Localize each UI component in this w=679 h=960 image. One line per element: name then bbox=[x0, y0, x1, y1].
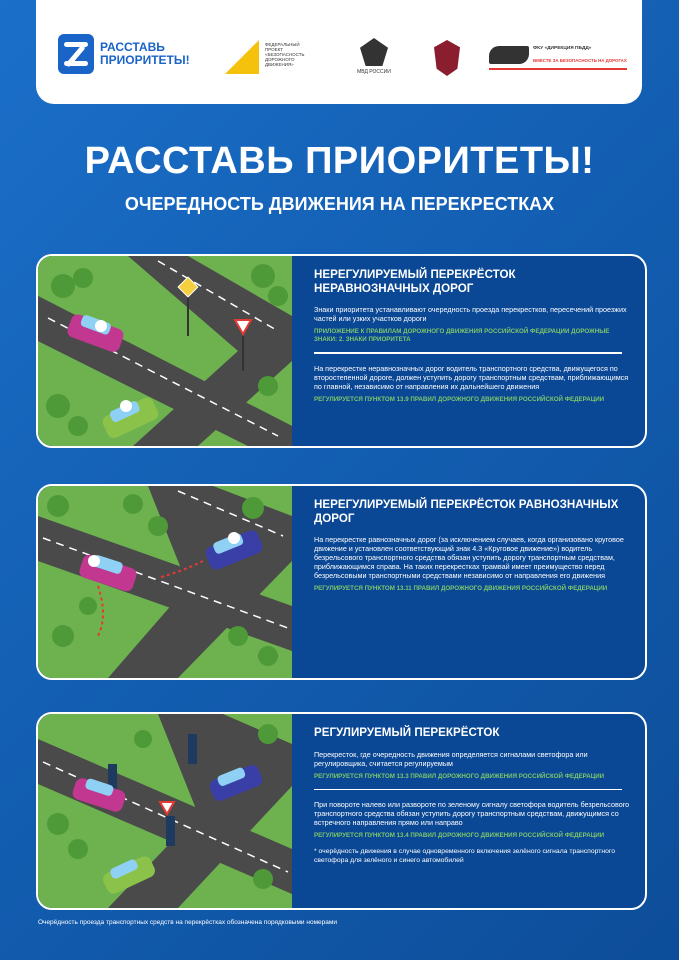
mvd-logo bbox=[354, 38, 394, 75]
page-title: РАССТАВЬ ПРИОРИТЕТЫ! bbox=[84, 140, 595, 182]
road-icon bbox=[489, 46, 529, 64]
section-text: Знаки приоритета устанавливают очередность проезда перекрестков, пересечений проезжих частей или узких участков дороги bbox=[314, 305, 627, 323]
rule-reference: РЕГУЛИРУЕТСЯ ПУНКТОМ 13.3 ПРАВИЛ ДОРОЖНОГО ДВИЖЕНИЯ РОССИЙСКОЙ ФЕДЕРАЦИИ bbox=[314, 772, 605, 780]
traffic-light-icon bbox=[166, 816, 175, 846]
intersection-illustration-regulated bbox=[38, 714, 292, 908]
page-subtitle: ОЧЕРЕДНОСТЬ ДВИЖЕНИЯ НА ПЕРЕКРЕСТКАХ bbox=[124, 194, 555, 214]
order-badge-1 bbox=[95, 320, 107, 332]
rule-reference: РЕГУЛИРУЕТСЯ ПУНКТОМ 13.11 ПРАВИЛ ДОРОЖНОГО ДВИЖЕНИЯ РОССИЙСКОЙ ФЕДЕРАЦИИ bbox=[314, 585, 608, 592]
order-badge-2 bbox=[120, 400, 132, 412]
section-text: На перекрестке равнозначных дорог (за исключением случаев, когда организовано круговое движение и установлен соответствующий знак 4.3 «Круговое движение») водитель безрельсового транспортного средства обязан уступить дорогу транспортным средствам, приближающимся справа. На таких перекрестках трамвай имеет преимущество перед безрельсовыми транспортными средствами независимо от направления его движения bbox=[314, 535, 624, 580]
eagle-emblem-icon bbox=[360, 38, 388, 66]
page-footer: Очерёдность проезда транспортных средств на перекрёстках обозначена порядковыми номерами bbox=[38, 919, 337, 926]
national-project-label: ФЕДЕРАЛЬНЫЙ ПРОЕКТ «БЕЗОПАСНОСТЬ ДОРОЖНОГО ДВИЖЕНИЯ» bbox=[265, 42, 305, 67]
brand-line1: РАССТАВЬ bbox=[100, 40, 165, 54]
traffic-light-icon bbox=[188, 734, 197, 764]
section-text: На перекрестке неравнозначных дорог водитель транспортного средства, движущегося по второстепенной дороге, должен уступить дорогу транспортным средствам, приближающимся по главной, независимо от направления их дальнейшего движения bbox=[314, 363, 629, 391]
divider bbox=[314, 352, 622, 354]
campaign-logo bbox=[58, 34, 190, 74]
rule-reference: РЕГУЛИРУЕТСЯ ПУНКТОМ 13.4 ПРАВИЛ ДОРОЖНОГО ДВИЖЕНИЯ РОССИЙСКОЙ ФЕДЕРАЦИИ bbox=[314, 832, 605, 839]
divider bbox=[314, 789, 622, 791]
directorate-title: ФКУ «ДИРЕКЦИЯ ПБДД» bbox=[533, 46, 592, 51]
mvd-label: МВД РОССИИ bbox=[357, 69, 391, 75]
footnote: * очерёдность движения в случае одновременного включения зелёного сигнала транспортного светофора для зелёного и синего автомобилей bbox=[314, 848, 616, 864]
brand-line2: ПРИОРИТЕТЫ! bbox=[100, 53, 190, 67]
section-equal-roads bbox=[36, 484, 647, 680]
z-logo-icon bbox=[58, 34, 94, 74]
section-title: НЕРЕГУЛИРУЕМЫЙ ПЕРЕКРЁСТОК НЕРАВНОЗНАЧНЫХ ДОРОГ bbox=[314, 268, 516, 295]
section-regulated bbox=[36, 712, 647, 910]
section-text: Перекресток, где очередность движения определяется сигналами светофора или регулировщика, считается регулируемым bbox=[314, 749, 588, 768]
section-title: НЕРЕГУЛИРУЕМЫЙ ПЕРЕКРЁСТОК РАВНОЗНАЧНЫХ ДОРОГ bbox=[314, 498, 619, 525]
gibdd-emblem-icon bbox=[434, 40, 460, 76]
section-text: При повороте налево или развороте по зеленому сигналу светофора водитель безрельсового транспортного средства обязан уступить дорогу транспортным средствам, движущимся со встречного направления прямо или направо bbox=[314, 800, 630, 827]
directorate-slogan: ВМЕСТЕ ЗА БЕЗОПАСНОСТЬ НА ДОРОГАХ bbox=[533, 58, 627, 63]
order-badge-1 bbox=[228, 532, 240, 544]
order-badge-2 bbox=[88, 555, 100, 567]
rule-reference: ПРИЛОЖЕНИЕ К ПРАВИЛАМ ДОРОЖНОГО ДВИЖЕНИЯ РОССИЙСКОЙ ФЕДЕРАЦИИ ДОРОЖНЫЕ ЗНАКИ: 2. ЗНАКИ ПРИОРИТЕТА bbox=[314, 328, 610, 343]
intersection-illustration-unequal bbox=[38, 256, 292, 446]
rule-reference: РЕГУЛИРУЕТСЯ ПУНКТОМ 13.9 ПРАВИЛ ДОРОЖНОГО ДВИЖЕНИЯ РОССИЙСКОЙ ФЕДЕРАЦИИ bbox=[314, 395, 605, 403]
section-title: РЕГУЛИРУЕМЫЙ ПЕРЕКРЁСТОК bbox=[314, 726, 500, 739]
intersection-illustration-equal bbox=[38, 486, 292, 678]
header-bar bbox=[36, 0, 642, 104]
national-project-icon bbox=[225, 40, 259, 74]
section-unequal-roads bbox=[36, 254, 647, 448]
